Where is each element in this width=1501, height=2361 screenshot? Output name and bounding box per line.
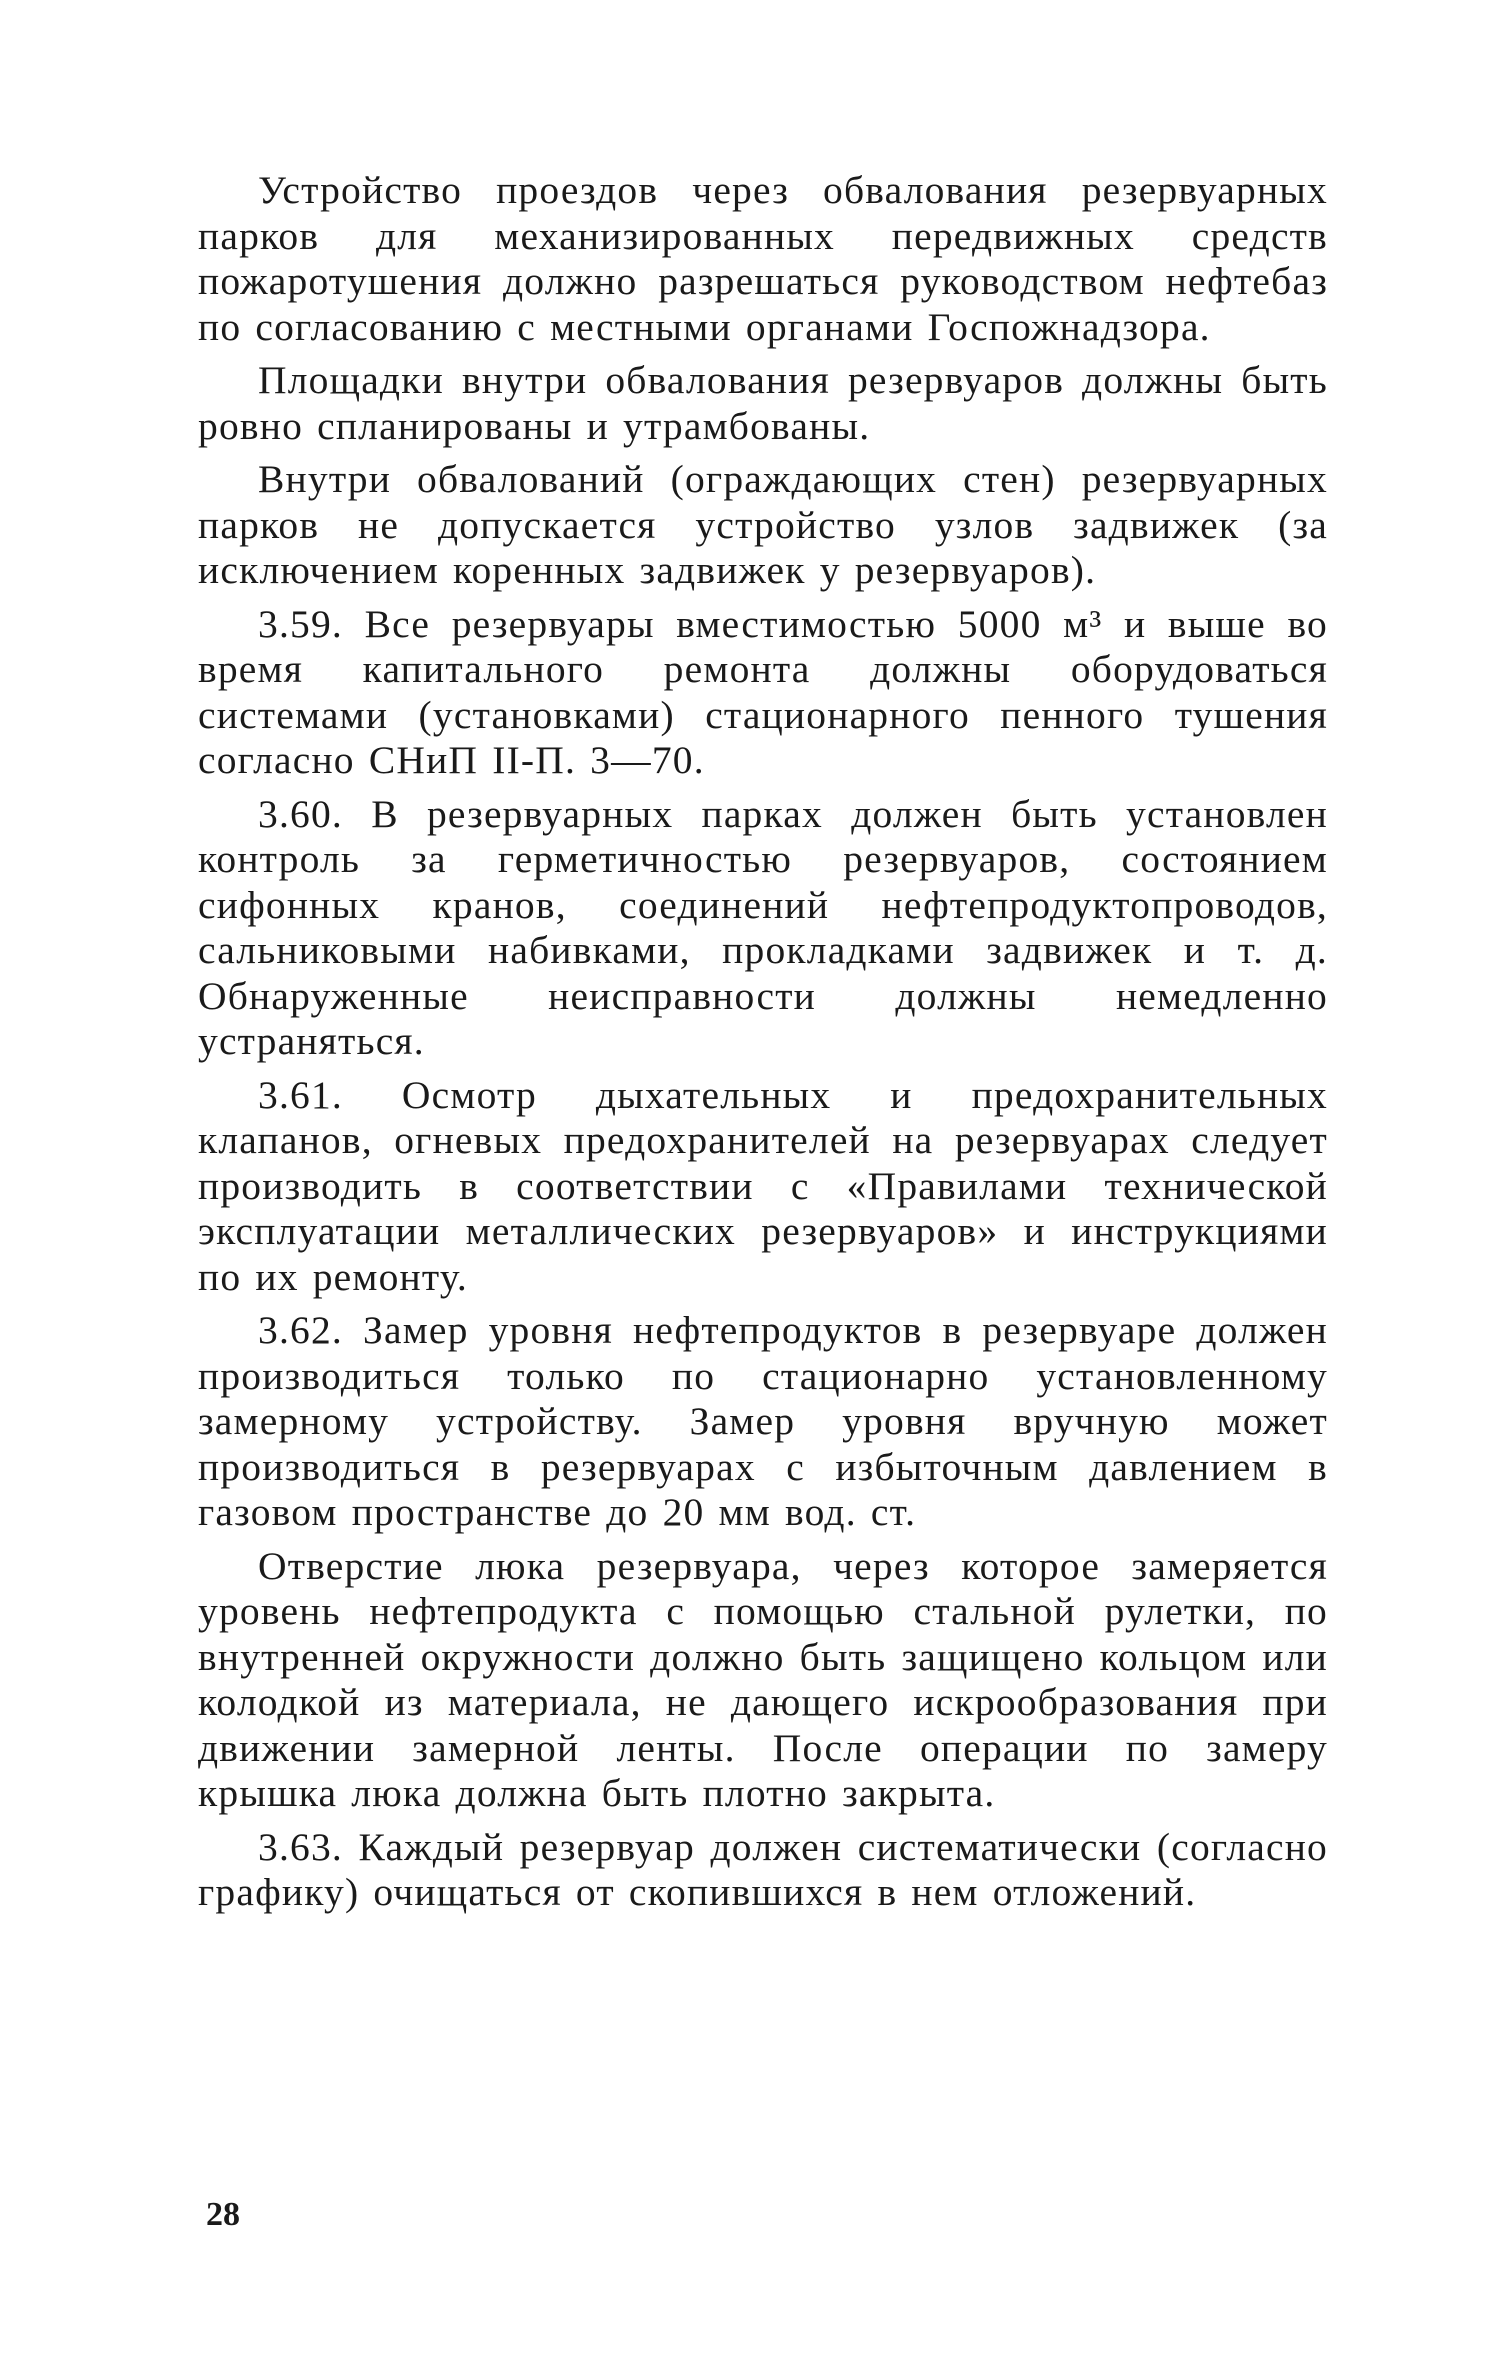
paragraph-3-62: 3.62. Замер уровня нефтепродуктов в резервуаре должен производиться только по стационарно установленному замерному устройству. Замер уровня вручную может производиться в резервуарах с избыточным давлением в газовом пространстве до 20 мм вод. ст.: [198, 1308, 1328, 1534]
paragraph: Устройство проездов через обвалования резервуарных парков для механизированных передвижных средств пожаротушения должно разрешаться руководством нефтебаз по согласованию с местными органами Госпожнадзора.: [198, 168, 1328, 349]
paragraph-3-59: 3.59. Все резервуары вместимостью 5000 м³ и выше во время капитального ремонта должны оборудоваться системами (установками) стационарного пенного тушения согласно СНиП II-П. 3—70.: [198, 601, 1328, 782]
paragraph: Площадки внутри обвалования резервуаров должны быть ровно спланированы и утрамбованы.: [198, 358, 1328, 448]
page-number: 28: [206, 2196, 240, 2233]
paragraph-3-61: 3.61. Осмотр дыхательных и предохранительных клапанов, огневых предохранителей на резервуарах следует производить в соответствии с «Правилами технической эксплуатации металлических резервуаров» и инструкциями по их ремонту.: [198, 1072, 1328, 1299]
paragraph-3-60: 3.60. В резервуарных парках должен быть установлен контроль за герметичностью резервуаров, состоянием сифонных кранов, соединений нефтепродуктопроводов, сальниковыми набивками, прокладками задвижек и т. д. Обнаруженные неисправности должны немедленно устраняться.: [198, 791, 1328, 1063]
paragraph-3-63: 3.63. Каждый резервуар должен систематически (согласно графику) очищаться от скопившихся в нем отложений.: [198, 1824, 1328, 1914]
paragraph: Отверстие люка резервуара, через которое замеряется уровень нефтепродукта с помощью стальной рулетки, по внутренней окружности должно быть защищено кольцом или колодкой из материала, не дающего искрообразования при движении замерной ленты. После операции по замеру крышка люка должна быть плотно закрыта.: [198, 1543, 1328, 1815]
paragraph: Внутри обвалований (ограждающих стен) резервуарных парков не допускается устройство узлов задвижек (за исключением коренных задвижек у резервуаров).: [198, 457, 1328, 592]
body-text: [198, 168, 1328, 1924]
